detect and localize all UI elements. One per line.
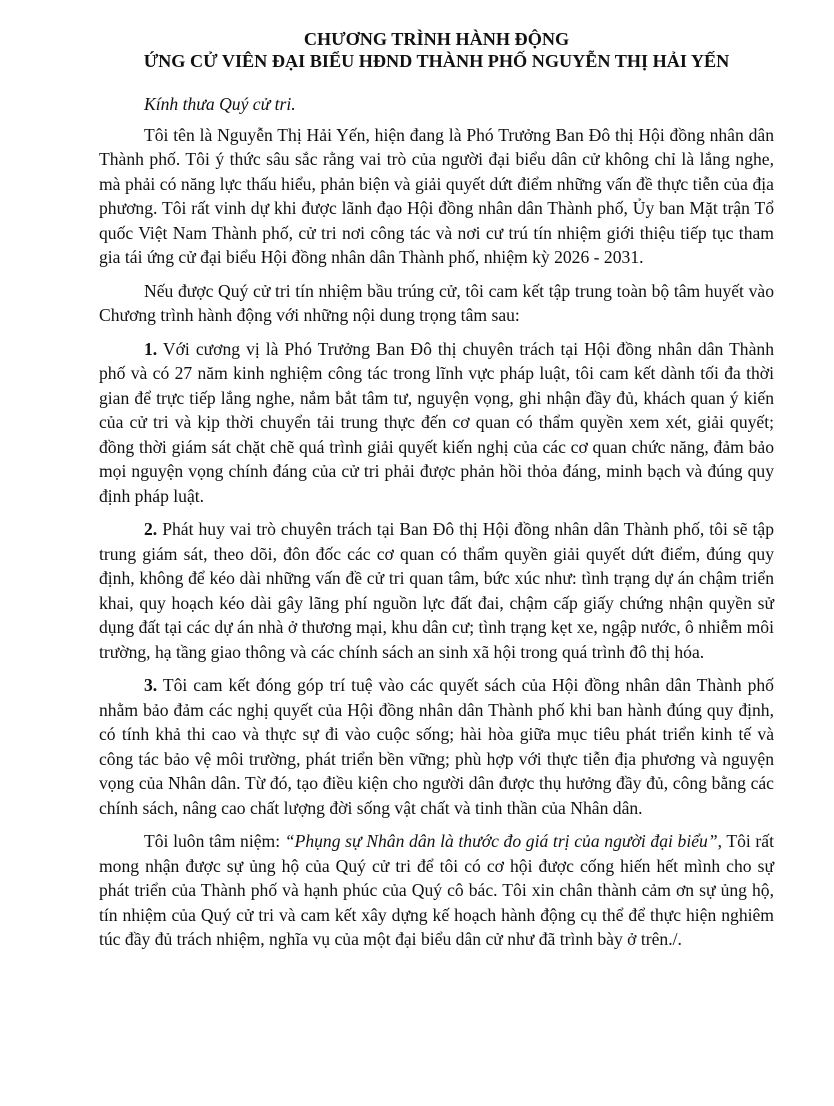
- point-text: Với cương vị là Phó Trưởng Ban Đô thị chuyên trách tại Hội đồng nhân dân Thành phố và có 27 năm kinh nghiệm công tác trong lĩnh vực pháp luật, tôi cam kết dành tối đa thời gian để trực tiếp lắng nghe, nắm bắt tâm tư, nguyện vọng, ghi nhận đầy đủ, khách quan ý kiến của cử tri và kịp thời chuyển tải trung thực đến cơ quan có thẩm quyền xem xét, giải quyết; đồng thời giám sát chặt chẽ quá trình giải quyết kiến nghị của các cơ quan chức năng, đảm bảo mọi nguyện vọng chính đáng của cử tri phải được phản hồi thỏa đáng, minh bạch và đúng quy định pháp luật.: [99, 338, 774, 506]
- closing-quote: “Phụng sự Nhân dân là thước đo giá trị của người đại biểu”: [284, 831, 718, 851]
- point-number: 1.: [144, 338, 158, 359]
- commitment-point-2: [99, 517, 774, 664]
- salutation: Kính thưa Quý cử tri.: [144, 94, 296, 114]
- intro-paragraph: Tôi tên là Nguyễn Thị Hải Yến, hiện đang là Phó Trưởng Ban Đô thị Hội đồng nhân dân Thành phố. Tôi ý thức sâu sắc rằng vai trò của người đại biểu dân cử không chỉ là lắng nghe, mà phải có năng lực thấu hiểu, phản biện và giải quyết dứt điểm những vấn đề thực tiễn của địa phương. Tôi rất vinh dự khi được lãnh đạo Hội đồng nhân dân Thành phố, Ủy ban Mặt trận Tổ quốc Việt Nam Thành phố, cử tri nơi công tác và nơi cư trú tín nhiệm giới thiệu tiếp tục tham gia tái ứng cử đại biểu Hội đồng nhân dân Thành phố, nhiệm kỳ 2026 - 2031.: [99, 124, 774, 267]
- document-title-line-2: ỨNG CỬ VIÊN ĐẠI BIỂU HĐND THÀNH PHỐ NGUYỄN THỊ HẢI YẾN: [143, 51, 730, 71]
- point-number: 3.: [144, 675, 158, 695]
- commitment-point-3: [99, 673, 774, 820]
- point-text: Phát huy vai trò chuyên trách tại Ban Đô thị Hội đồng nhân dân Thành phố, tôi sẽ tập trung giám sát, theo dõi, đôn đốc các cơ quan có thẩm quyền giải quyết dứt điểm, đúng quy định, không để kéo dài những vấn đề cử tri quan tâm, bức xúc như: tình trạng dự án chậm triển khai, quy hoạch kéo dài gây lãng phí nguồn lực đất đai, chậm cấp giấy chứng nhận quyền sử dụng đất tại các dự án nhà ở thương mại, khu dân cư; tình trạng kẹt xe, ngập nước, ô nhiễm môi trường, hạ tầng giao thông và các chính sách an sinh xã hội trong quá trình đô thị hóa.: [99, 519, 774, 662]
- closing-lead: Tôi luôn tâm niệm:: [144, 831, 285, 851]
- closing-rest: , Tôi rất mong nhận được sự ủng hộ của Quý cử tri để tôi có cơ hội được cống hiến hết mình cho sự phát triển của Thành phố và hạnh phúc của Quý cô bác. Tôi xin chân thành cảm ơn sự ủng hộ, tín nhiệm của Quý cử tri và cam kết xây dựng kế hoạch hành động cụ thể để thực hiện nghiêm túc đầy đủ trách nhiệm, nghĩa vụ của một đại biểu dân cử như đã trình bày ở trên./.: [99, 831, 774, 949]
- document-title-line-1: CHƯƠNG TRÌNH HÀNH ĐỘNG: [303, 29, 570, 49]
- closing-paragraph: [99, 829, 774, 952]
- commitment-intro-paragraph: Nếu được Quý cử tri tín nhiệm bầu trúng cử, tôi cam kết tập trung toàn bộ tâm huyết vào Chương trình hành động với những nội dung trọng tâm sau:: [99, 280, 774, 325]
- commitment-point-1: [99, 337, 774, 509]
- point-text: Tôi cam kết đóng góp trí tuệ vào các quyết sách của Hội đồng nhân dân Thành phố nhằm bảo đảm các nghị quyết của Hội đồng nhân dân Thành phố khi ban hành đúng quy định, có tính khả thi cao và thực sự đi vào cuộc sống; hài hòa giữa mục tiêu phát triển kinh tế và công tác bảo vệ môi trường, phát triển bền vững; phù hợp với thực tiễn địa phương và nguyện vọng của Nhân dân. Từ đó, tạo điều kiện cho người dân được thụ hưởng đầy đủ, công bằng các chính sách, nâng cao chất lượng đời sống vật chất và tinh thần của Nhân dân.: [99, 675, 774, 818]
- point-number: 2.: [144, 519, 158, 539]
